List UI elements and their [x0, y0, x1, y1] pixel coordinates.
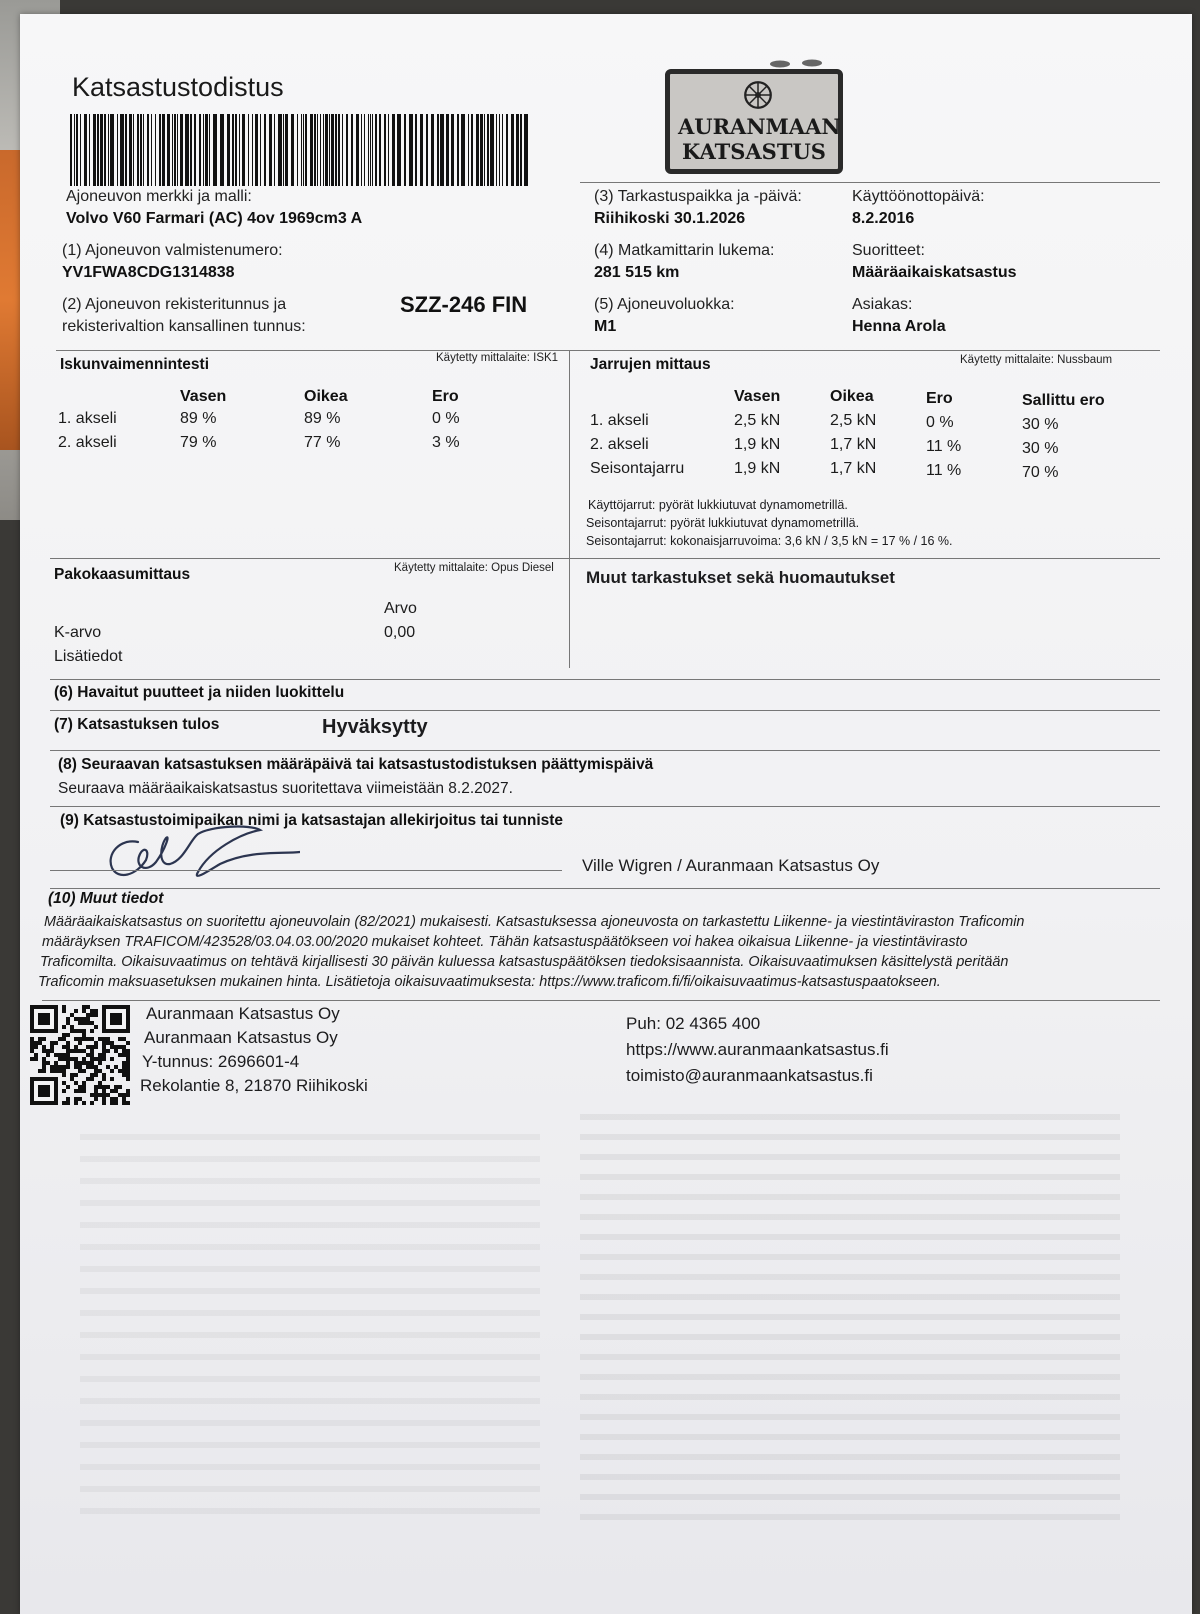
- divider: [50, 806, 1160, 807]
- make-model-label: Ajoneuvon merkki ja malli:: [66, 188, 252, 205]
- divider: [580, 182, 1160, 183]
- logo-text-line2: KATSASTUS: [682, 139, 826, 164]
- place-date-label: (3) Tarkastuspaikka ja -päivä:: [594, 188, 802, 205]
- k-value-label: K-arvo: [54, 624, 102, 641]
- legal-text-line: Traficomin maksuasetuksen mukainen hinta. Lisätietoja oikaisuvaatimuksesta: https://www.traficom.fi/fi/oikaisuvaatimus-katsastuspaatokseen.: [38, 974, 941, 990]
- qr-code: [30, 1004, 130, 1106]
- odometer-label: (4) Matkamittarin lukema:: [594, 242, 775, 259]
- brake-row-right: 1,7 kN: [830, 460, 877, 477]
- brake-note: Seisontajarrut: pyörät lukkiutuvat dynamometrillä.: [586, 516, 860, 530]
- section-8-title: (8) Seuraavan katsastuksen määräpäivä tai katsastustodistuksen päättymispäivä: [58, 756, 654, 773]
- divider: [50, 750, 1160, 751]
- footer-website: https://www.auranmaankatsastus.fi: [626, 1040, 889, 1059]
- class-value: M1: [594, 318, 617, 335]
- inspector-signature: [100, 820, 300, 890]
- legal-text-line: määräyksen TRAFICOM/423528/03.04.03.00/2020 mukaiset kohteet. Tähän katsastuspäätökseen voi hakea oikaisua Liikenne- ja viestintävirasto: [42, 934, 968, 950]
- shock-row-axle: 2. akseli: [58, 434, 117, 451]
- services-label: Suoritteet:: [852, 242, 925, 259]
- section-6-title: (6) Havaitut puutteet ja niiden luokittelu: [54, 684, 345, 701]
- divider: [50, 679, 1160, 680]
- company-logo: [665, 69, 843, 174]
- footer-business-id: Y-tunnus: 2696601-4: [142, 1052, 300, 1071]
- footer-company: Auranmaan Katsastus Oy: [144, 1028, 338, 1047]
- brake-header-diff: Ero: [926, 390, 953, 407]
- shock-row-right: 77 %: [304, 434, 341, 451]
- shock-test-device: Käytetty mittalaite: ISK1: [436, 352, 559, 364]
- divider: [50, 710, 1160, 711]
- brake-row-allowed: 30 %: [1022, 440, 1059, 457]
- next-inspection-text: Seuraava määräaikaiskatsastus suoritettava viimeistään 8.2.2027.: [58, 780, 513, 797]
- exhaust-device: Käytetty mittalaite: Opus Diesel: [394, 562, 554, 574]
- brake-header-left: Vasen: [734, 388, 781, 405]
- brake-row-right: 2,5 kN: [830, 412, 877, 429]
- section-10-title: (10) Muut tiedot: [48, 890, 164, 907]
- shock-row-right: 89 %: [304, 410, 341, 427]
- brake-row-right: 1,7 kN: [830, 436, 877, 453]
- class-label: (5) Ajoneuvoluokka:: [594, 296, 735, 313]
- other-checks-title: Muut tarkastukset sekä huomautukset: [586, 568, 895, 587]
- brake-row-left: 2,5 kN: [734, 412, 781, 429]
- vin-label: (1) Ajoneuvon valmistenumero:: [62, 242, 283, 259]
- shock-header-left: Vasen: [180, 388, 227, 405]
- inspection-certificate-paper: [20, 14, 1192, 1614]
- customer-label: Asiakas:: [852, 296, 913, 313]
- wheel-icon: [743, 80, 773, 110]
- reg-label-line1: (2) Ajoneuvon rekisteritunnus ja: [62, 296, 287, 313]
- shock-row-left: 89 %: [180, 410, 217, 427]
- inspection-result: Hyväksytty: [322, 716, 428, 738]
- brake-row-left: 1,9 kN: [734, 460, 781, 477]
- odometer-value: 281 515 km: [594, 264, 680, 281]
- brake-row-axle: 2. akseli: [590, 436, 649, 453]
- brake-test-title: Jarrujen mittaus: [590, 356, 711, 373]
- bleed-through-texture: [580, 1114, 1120, 1534]
- brake-note: Seisontajarrut: kokonaisjarruvoima: 3,6 kN / 3,5 kN = 17 % / 16 %.: [586, 534, 953, 548]
- brake-row-allowed: 70 %: [1022, 464, 1059, 481]
- k-value: 0,00: [384, 624, 416, 641]
- footer-company: Auranmaan Katsastus Oy: [146, 1004, 340, 1023]
- column-divider: [569, 350, 570, 668]
- shock-row-left: 79 %: [180, 434, 217, 451]
- registration-number: SZZ-246 FIN: [400, 292, 528, 317]
- divider: [50, 558, 1160, 559]
- section-9-title: (9) Katsastustoimipaikan nimi ja katsastajan allekirjoitus tai tunniste: [60, 812, 564, 829]
- divider: [56, 350, 1160, 351]
- services-value: Määräaikaiskatsastus: [852, 264, 1017, 281]
- place-date-value: Riihikoski 30.1.2026: [594, 210, 746, 227]
- section-7-title: (7) Katsastuksen tulos: [54, 716, 220, 733]
- extra-info-label: Lisätiedot: [54, 648, 123, 665]
- footer-phone: Puh: 02 4365 400: [626, 1014, 761, 1033]
- brake-row-axle: Seisontajarru: [590, 460, 685, 477]
- make-model-value: Volvo V60 Farmari (AC) 4ov 1969cm3 A: [66, 210, 363, 227]
- document-title: Katsastustodistus: [72, 72, 284, 102]
- exhaust-title: Pakokaasumittaus: [54, 566, 191, 583]
- logo-text-line1: AURANMAAN: [678, 114, 841, 139]
- legal-text-line: Traficomilta. Oikaisuvaatimus on tehtävä kirjallisesti 30 päivän kuluessa katsastuspäätöksen tiedoksisaannista. Oikaisuvaatimuksen käsittelystä peritään: [40, 954, 1009, 970]
- intro-date-value: 8.2.2016: [852, 210, 915, 227]
- brake-row-diff: 11 %: [926, 462, 962, 479]
- customer-value: Henna Arola: [852, 318, 946, 335]
- signer-name: Ville Wigren / Auranmaan Katsastus Oy: [582, 856, 880, 875]
- shock-header-diff: Ero: [432, 388, 459, 405]
- brake-row-allowed: 30 %: [1022, 416, 1059, 433]
- shock-row-axle: 1. akseli: [58, 410, 117, 427]
- bleed-through-texture: [80, 1134, 540, 1514]
- footer-address: Rekolantie 8, 21870 Riihikoski: [140, 1076, 368, 1095]
- shock-row-diff: 3 %: [432, 434, 460, 451]
- legal-text-line: Määräaikaiskatsastus on suoritettu ajoneuvolain (82/2021) mukaisesti. Katsastuksessa ajoneuvosta on tarkastettu Liikenne- ja viestintäviraston Traficomin: [44, 914, 1025, 930]
- brake-header-right: Oikea: [830, 388, 874, 405]
- brake-header-allowed: Sallittu ero: [1022, 392, 1105, 409]
- brake-row-left: 1,9 kN: [734, 436, 781, 453]
- intro-date-label: Käyttöönottopäivä:: [852, 188, 985, 205]
- barcode: [70, 114, 530, 186]
- divider: [42, 1000, 1160, 1001]
- brake-row-diff: 0 %: [926, 414, 954, 431]
- brake-row-diff: 11 %: [926, 438, 962, 455]
- vin-value: YV1FWA8CDG1314838: [62, 264, 235, 281]
- exhaust-value-header: Arvo: [384, 600, 417, 617]
- footer-email: toimisto@auranmaankatsastus.fi: [626, 1066, 873, 1085]
- brake-test-device: Käytetty mittalaite: Nussbaum: [960, 354, 1113, 366]
- brake-note: Käyttöjarrut: pyörät lukkiutuvat dynamometrillä.: [588, 498, 848, 512]
- shock-row-diff: 0 %: [432, 410, 460, 427]
- brake-row-axle: 1. akseli: [590, 412, 649, 429]
- divider: [50, 888, 1160, 889]
- signature-line: [50, 870, 562, 871]
- reg-label-line2: rekisterivaltion kansallinen tunnus:: [62, 318, 306, 335]
- shock-header-right: Oikea: [304, 388, 348, 405]
- shock-test-title: Iskunvaimennintesti: [60, 356, 210, 373]
